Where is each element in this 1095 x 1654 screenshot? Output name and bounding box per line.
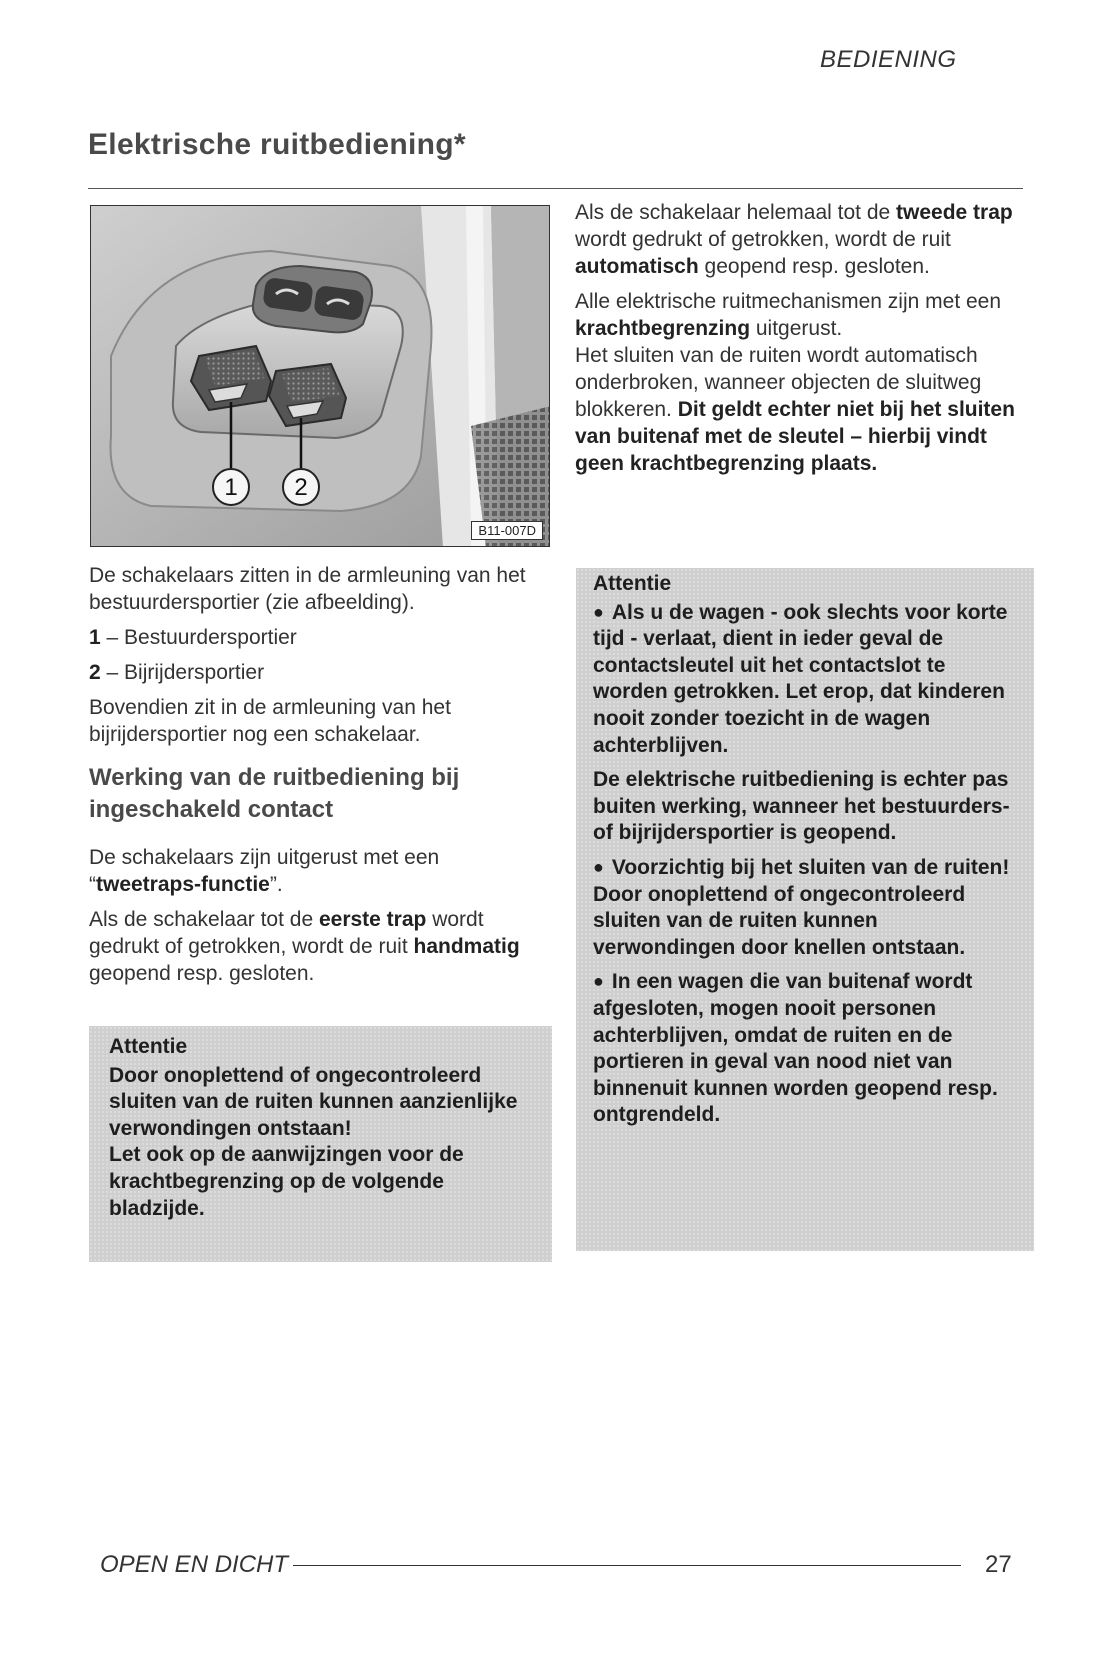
left-column <box>89 562 554 995</box>
right-column <box>575 199 1035 485</box>
page-title: Elektrische ruitbediening* <box>88 128 466 161</box>
attention-bullet: ● In een wagen die van buitenaf wordt afgesloten, mogen nooit personen achterblijven, omdat de ruiten en de portieren in geval van nood niet van binnenuit kunnen worden geopend resp. ontgrendeld. <box>593 970 998 1127</box>
legend-item-2: 2 – Bijrijdersportier <box>89 661 265 684</box>
attention-text: Let ook op de aanwijzingen voor de krachtbegrenzing op de volgende bladzijde. <box>109 1143 464 1220</box>
attention-bullet: ● Als u de wagen - ook slechts voor korte tijd - verlaat, dient in ieder geval de contactsleutel uit het contactslot te worden getrokken. Let erop, dat kinderen nooit zonder toezicht in de wagen achterblijven. <box>593 600 1008 757</box>
footer-divider <box>293 1565 961 1566</box>
intro-paragraph: De schakelaars zitten in de armleuning van het bestuurdersportier (zie afbeelding). <box>89 564 526 614</box>
callout-2: 2 <box>282 468 320 506</box>
attention-text: De elektrische ruitbediening is echter pas buiten werking, wanneer het bestuurders- of bijrijdersportier is geopend. <box>593 768 1010 845</box>
bullet-icon: ● <box>593 601 604 622</box>
footer-section: OPEN EN DICHT <box>100 1551 289 1578</box>
two-step-paragraph: De schakelaars zijn uitgerust met een “tweetraps-functie”. <box>89 846 440 896</box>
page-number: 27 <box>985 1551 1012 1578</box>
attention-box-left <box>89 1026 552 1262</box>
armrest-switch-illustration <box>90 205 550 547</box>
first-step-paragraph: Als de schakelaar tot de eerste trap wordt gedrukt of getrokken, wordt de ruit handmatig geopend resp. gesloten. <box>89 908 520 985</box>
attention-heading: Attentie <box>593 572 672 595</box>
figure-code: B11-007D <box>471 521 543 540</box>
second-step-paragraph: Als de schakelaar helemaal tot de tweede trap wordt gedrukt of getrokken, wordt de ruit automatisch geopend resp. gesloten. <box>575 201 1013 278</box>
extra-paragraph: Bovendien zit in de armleuning van het bijrijdersportier nog een schakelaar. <box>89 696 451 746</box>
section-subheading: Werking van de ruitbediening bij ingeschakeld contact <box>89 764 460 823</box>
bullet-icon: ● <box>593 856 604 877</box>
attention-text: Door onoplettend of ongecontroleerd sluiten van de ruiten kunnen aanzienlijke verwondingen ontstaan! <box>109 1063 518 1140</box>
force-limit-paragraph: Alle elektrische ruitmechanismen zijn met een krachtbegrenzing uitgerust. <box>575 290 1002 340</box>
bullet-icon: ● <box>593 971 604 992</box>
callout-1: 1 <box>212 468 250 506</box>
auto-stop-paragraph: Het sluiten van de ruiten wordt automatisch onderbroken, wanneer objecten de sluitweg blokkeren. Dit geldt echter niet bij het sluiten van buitenaf met de sleutel – hierbij vindt geen krachtbegrenzing plaats. <box>575 344 1015 475</box>
running-head: BEDIENING <box>820 46 957 73</box>
armrest-photo <box>91 206 550 547</box>
attention-bullet: ● Voorzichtig bij het sluiten van de ruiten! Door onoplettend of ongecontroleerd sluiten van de ruiten kunnen verwondingen door knellen ontstaan. <box>593 855 1010 959</box>
title-divider <box>88 188 1023 189</box>
attention-heading: Attentie <box>109 1035 188 1058</box>
attention-box-right <box>576 568 1034 1251</box>
legend-item-1: 1 – Bestuurdersportier <box>89 626 297 649</box>
